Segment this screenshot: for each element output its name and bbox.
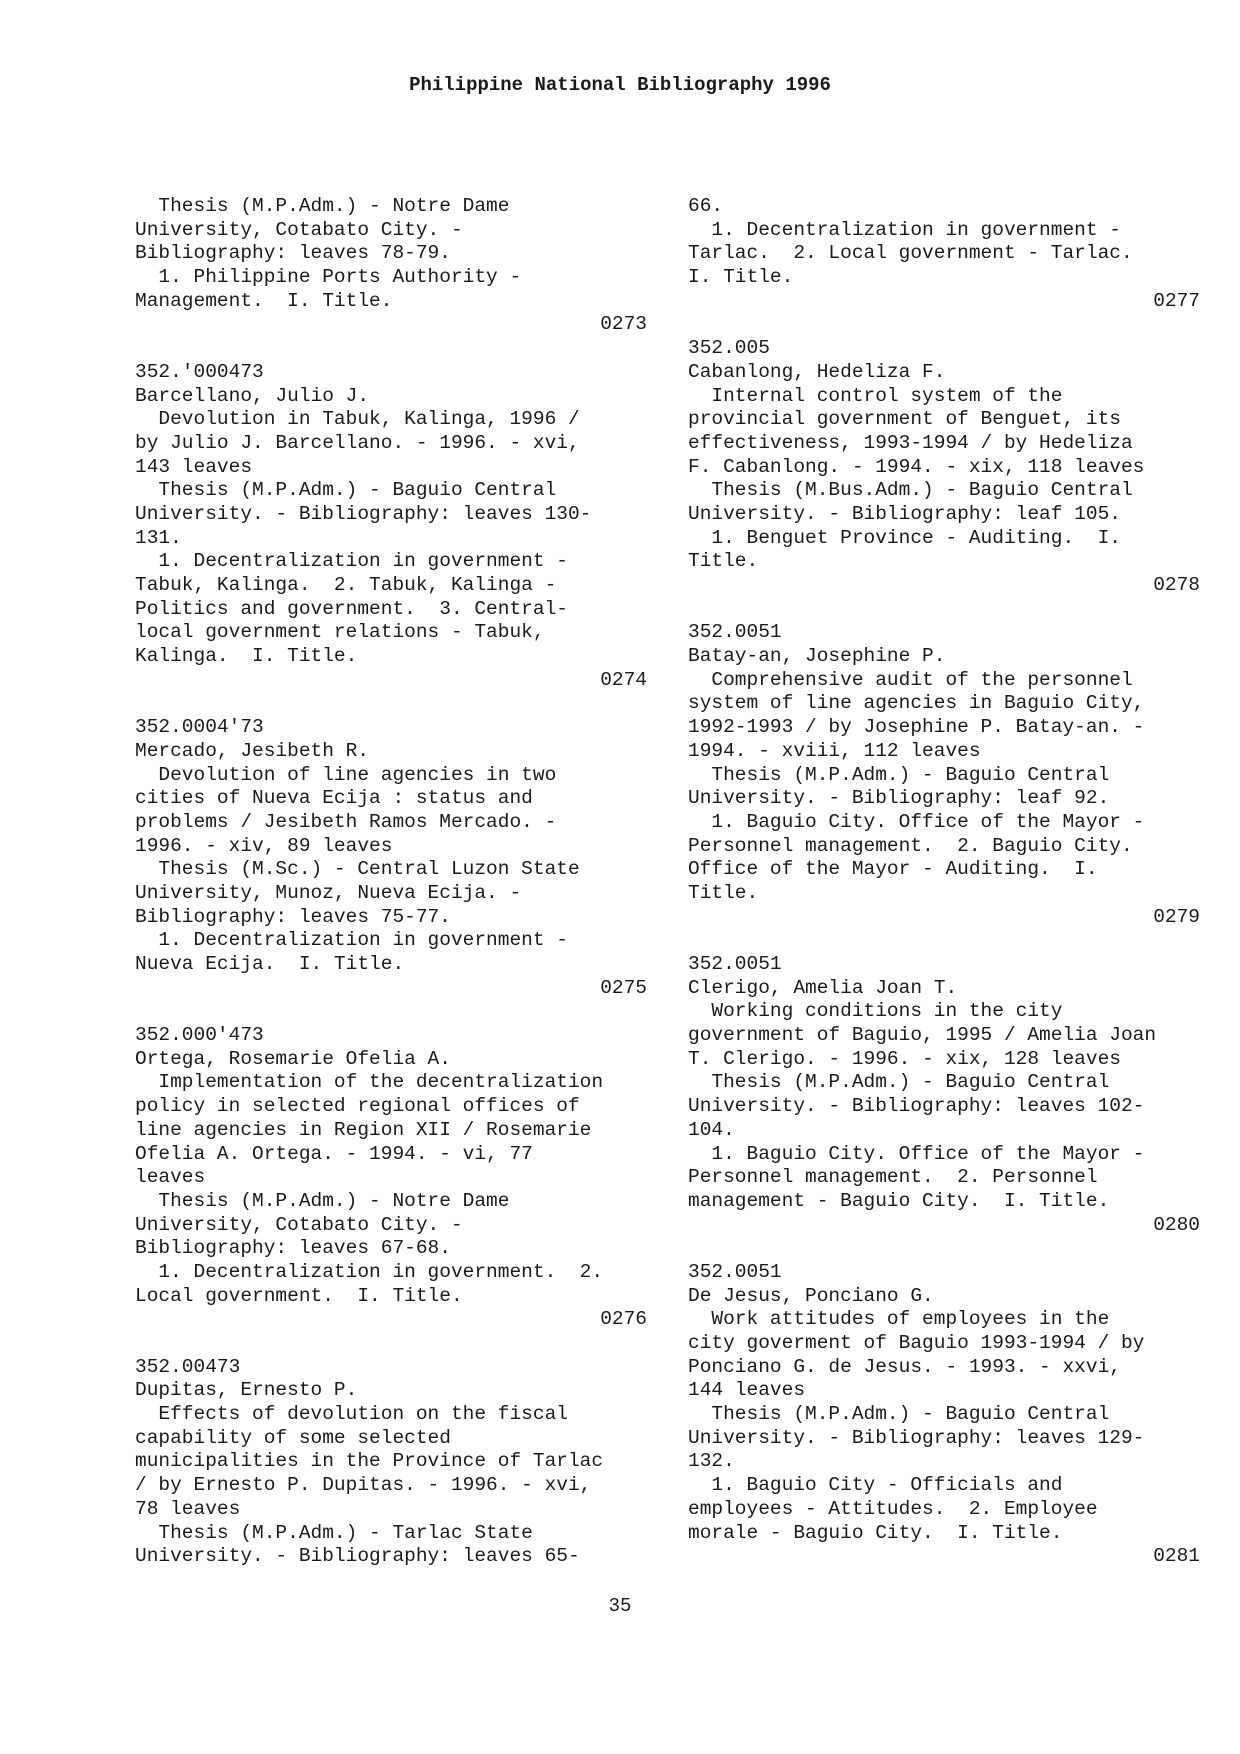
entry-number: 0274 (600, 668, 647, 691)
entry-line: 78 leaves (135, 1497, 241, 1520)
entry-line: 1. Baguio City. Office of the Mayor - (688, 810, 1145, 833)
page-header-title: Philippine National Bibliography 1996 (409, 74, 831, 96)
entry-line: 352.0004'73 (135, 716, 264, 739)
entry-line: University. - Bibliography: leaves 65- (135, 1545, 580, 1568)
blank-line (688, 929, 1200, 953)
entry-line: 352.000'473 (135, 1024, 264, 1047)
entry-line: Office of the Mayor - Auditing. I. (688, 858, 1098, 881)
entry-line: University, Cotabato City. - (135, 1213, 463, 1236)
entry-line: system of line agencies in Baguio City, (688, 692, 1145, 715)
entry-line: Title. (688, 881, 759, 904)
blank-line (688, 313, 1200, 337)
entry-line: Politics and government. 3. Central- (135, 597, 568, 620)
entry-line: 104. (688, 1118, 735, 1141)
entry-line: Ortega, Rosemarie Ofelia A. (135, 1047, 451, 1070)
entry-line: 352.0051 (688, 621, 782, 644)
entry-line: Cabanlong, Hedeliza F. (688, 360, 946, 383)
entry-line: 1. Baguio City - Officials and (688, 1474, 1063, 1497)
entry-line: University. - Bibliography: leaf 92. (688, 787, 1110, 810)
entry-line: University, Cotabato City. - (135, 218, 463, 241)
entry-line: Comprehensive audit of the personnel (688, 668, 1133, 691)
entry-line: 1996. - xiv, 89 leaves (135, 834, 393, 857)
entry-line: capability of some selected (135, 1426, 451, 1449)
entry-line: 1. Benguet Province - Auditing. I. (688, 526, 1121, 549)
entry-line: effectiveness, 1993-1994 / by Hedeliza (688, 431, 1133, 454)
entry-line: De Jesus, Ponciano G. (688, 1284, 934, 1307)
entry-line: Internal control system of the (688, 384, 1063, 407)
entry-line: Tabuk, Kalinga. 2. Tabuk, Kalinga - (135, 574, 557, 596)
entry-line: University. - Bibliography: leaves 130- (135, 502, 592, 525)
entry-line: 1. Decentralization in government. 2. (135, 1260, 604, 1283)
entry-line: 1. Decentralization in government - (135, 550, 568, 573)
entry-line: line agencies in Region XII / Rosemarie (135, 1118, 592, 1141)
entry-line: morale - Baguio City. I. Title. (688, 1521, 1063, 1544)
entry-number: 0276 (600, 1308, 647, 1331)
entry-line: 132. (688, 1450, 735, 1473)
entry-line: T. Clerigo. - 1996. - xix, 128 leaves (688, 1047, 1121, 1070)
page-number: 35 (608, 1595, 632, 1617)
entry-line: Working conditions in the city (688, 1000, 1063, 1023)
entry-line: Thesis (M.P.Adm.) - Tarlac State (135, 1521, 533, 1544)
entry-line: leaves (135, 1166, 206, 1189)
entry-line: Thesis (M.Sc.) - Central Luzon State (135, 858, 580, 881)
entry-line: 352.0051 (688, 1260, 782, 1283)
entry-number: 0279 (1153, 905, 1200, 928)
blank-line (135, 1000, 647, 1024)
entry-line: government of Baguio, 1995 / Amelia Joan (688, 1024, 1157, 1047)
entry-number: 0278 (1153, 574, 1200, 596)
entry-line: Devolution in Tabuk, Kalinga, 1996 / (135, 408, 580, 431)
entry-line: Thesis (M.P.Adm.) - Baguio Central (688, 1403, 1110, 1426)
entry-line: 1. Decentralization in government - (135, 929, 568, 952)
entry-line: Local government. I. Title. (135, 1284, 463, 1307)
entry-line: Batay-an, Josephine P. (688, 645, 946, 668)
entry-line: employees - Attitudes. 2. Employee (688, 1497, 1098, 1520)
blank-line (135, 692, 647, 716)
entry-line: Barcellano, Julio J. (135, 384, 370, 407)
entry-line: University. - Bibliography: leaves 129- (688, 1426, 1145, 1449)
entry-line: 1992-1993 / by Josephine P. Batay-an. - (688, 716, 1145, 739)
entry-line: / by Ernesto P. Dupitas. - 1996. - xvi, (135, 1474, 592, 1497)
entry-line: Thesis (M.Bus.Adm.) - Baguio Central (688, 479, 1133, 502)
entry-line: Management. I. Title. (135, 289, 393, 312)
entry-line: 352.00473 (135, 1355, 241, 1378)
entry-line: Nueva Ecija. I. Title. (135, 953, 405, 975)
entry-line: problems / Jesibeth Ramos Mercado. - (135, 810, 557, 833)
entry-line: Kalinga. I. Title. (135, 645, 358, 668)
entry-line: F. Cabanlong. - 1994. - xix, 118 leaves (688, 455, 1145, 478)
entry-line: University. - Bibliography: leaves 102- (688, 1095, 1145, 1118)
entry-line: 66. (688, 195, 724, 217)
entry-line: 1. Baguio City. Office of the Mayor - (688, 1142, 1145, 1165)
entry-line: Mercado, Jesibeth R. (135, 739, 370, 762)
entry-line: 352.005 (688, 337, 770, 360)
entry-line: 352.0051 (688, 953, 782, 975)
blank-line (688, 1237, 1200, 1261)
entry-line: Personnel management. 2. Baguio City. (688, 834, 1133, 857)
left-column (135, 195, 647, 1569)
entry-line: 143 leaves (135, 455, 253, 478)
entry-line: Bibliography: leaves 78-79. (135, 242, 451, 265)
entry-line: Thesis (M.P.Adm.) - Baguio Central (688, 1071, 1110, 1094)
entry-line: Ofelia A. Ortega. - 1994. - vi, 77 (135, 1142, 533, 1165)
entry-line: Ponciano G. de Jesus. - 1993. - xxvi, (688, 1355, 1121, 1378)
entry-line: Thesis (M.P.Adm.) - Notre Dame (135, 1189, 510, 1212)
entry-line: municipalities in the Province of Tarlac (135, 1450, 604, 1473)
entry-line: Implementation of the decentralization (135, 1071, 604, 1094)
entry-line: 352.'000473 (135, 360, 264, 383)
entry-line: University, Munoz, Nueva Ecija. - (135, 881, 522, 904)
entry-line: Dupitas, Ernesto P. (135, 1379, 358, 1402)
entry-line: 1. Decentralization in government - (688, 218, 1121, 241)
entry-line: policy in selected regional offices of (135, 1095, 580, 1118)
entry-line: 1. Philippine Ports Authority - (135, 266, 522, 289)
entry-line: Devolution of line agencies in two (135, 763, 557, 786)
entry-line: Thesis (M.P.Adm.) - Baguio Central (688, 763, 1110, 786)
entry-line: 1994. - xviii, 112 leaves (688, 739, 981, 762)
blank-line (135, 1332, 647, 1356)
entry-number: 0281 (1153, 1545, 1200, 1568)
entry-line: Clerigo, Amelia Joan T. (688, 976, 958, 999)
entry-line: Tarlac. 2. Local government - Tarlac. (688, 242, 1133, 265)
entry-line: management - Baguio City. I. Title. (688, 1189, 1110, 1212)
entry-line: I. Title. (688, 266, 794, 289)
entry-line: local government relations - Tabuk, (135, 621, 545, 644)
right-column (688, 195, 1200, 1569)
entry-line: provincial government of Benguet, its (688, 408, 1121, 431)
entry-line: Bibliography: leaves 75-77. (135, 905, 451, 928)
entry-line: 144 leaves (688, 1379, 806, 1402)
entry-line: University. - Bibliography: leaf 105. (688, 502, 1121, 525)
blank-line (135, 337, 647, 361)
entry-line: Personnel management. 2. Personnel (688, 1166, 1098, 1189)
entry-number: 0275 (600, 976, 647, 999)
entry-line: cities of Nueva Ecija : status and (135, 787, 533, 810)
blank-line (688, 598, 1200, 622)
entry-line: by Julio J. Barcellano. - 1996. - xvi, (135, 431, 580, 454)
entry-line: 131. (135, 526, 182, 549)
entry-line: Bibliography: leaves 67-68. (135, 1237, 451, 1260)
entry-number: 0273 (600, 313, 647, 336)
entry-number: 0277 (1153, 289, 1200, 312)
entry-line: Title. (688, 550, 759, 573)
entry-line: Thesis (M.P.Adm.) - Baguio Central (135, 479, 557, 502)
entry-number: 0280 (1153, 1213, 1200, 1236)
entry-line: Effects of devolution on the fiscal (135, 1403, 568, 1426)
entry-line: Work attitudes of employees in the (688, 1308, 1110, 1331)
entry-line: Thesis (M.P.Adm.) - Notre Dame (135, 195, 510, 217)
entry-line: city goverment of Baguio 1993-1994 / by (688, 1332, 1145, 1354)
